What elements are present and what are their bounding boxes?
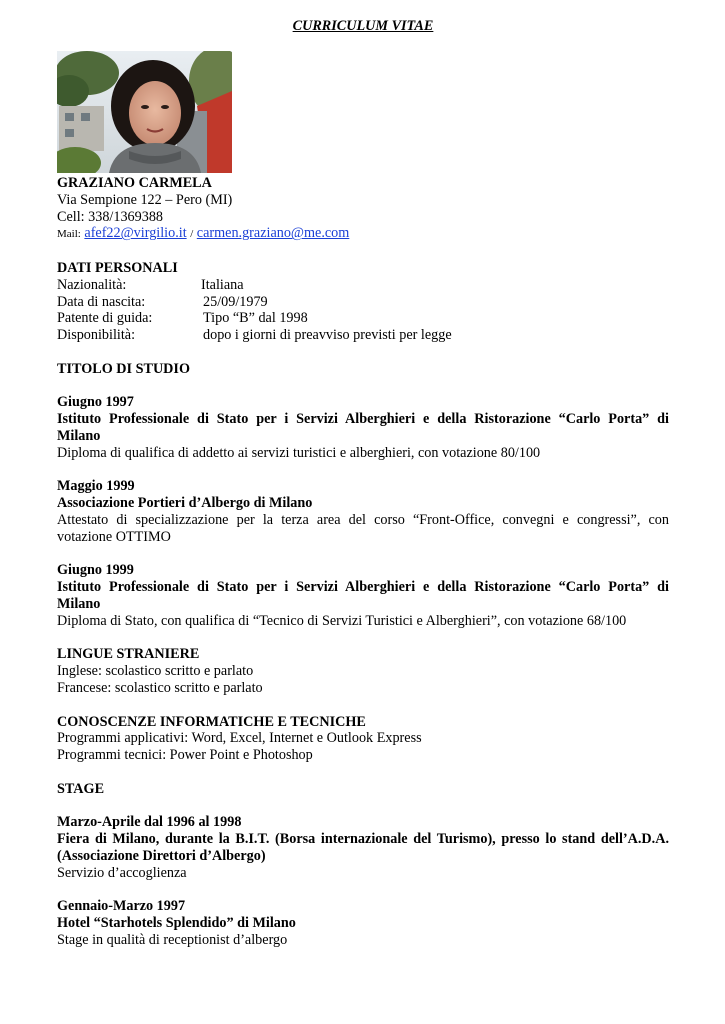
email-separator: / xyxy=(190,228,194,241)
info-row-patente xyxy=(57,310,669,327)
language-item: Inglese: scolastico scritto e parlato xyxy=(57,663,254,680)
study-detail: Attestato di specializzazione per la terza area del corso “Front-Office, convegni e congressi”, con xyxy=(57,511,669,528)
profile-photo xyxy=(57,51,232,173)
stage-place-cont: (Associazione Direttori d’Albergo) xyxy=(57,847,266,864)
mail-label: Mail: xyxy=(57,228,81,241)
study-institution-cont: Milano xyxy=(57,427,101,444)
section-heading-titolo-studio: TITOLO DI STUDIO xyxy=(57,360,190,377)
info-label: Disponibilità: xyxy=(57,327,136,344)
cell-line: Cell: 338/1369388 xyxy=(57,208,164,225)
info-value: Tipo “B” dal 1998 xyxy=(203,310,308,327)
info-value: Italiana xyxy=(201,276,244,293)
email-link-1[interactable]: afef22@virgilio.it xyxy=(84,225,187,242)
study-detail: Diploma di Stato, con qualifica di “Tecnico di Servizi Turistici e Alberghieri”, con votazione 68/100 xyxy=(57,612,627,629)
section-heading-stage: STAGE xyxy=(57,780,105,797)
skill-item: Programmi applicativi: Word, Excel, Internet e Outlook Express xyxy=(57,730,422,747)
person-name: GRAZIANO CARMELA xyxy=(57,175,212,191)
study-date: Giugno 1999 xyxy=(57,562,134,579)
study-institution: Associazione Portieri d’Albergo di Milano xyxy=(57,495,313,512)
stage-date: Gennaio-Marzo 1997 xyxy=(57,898,186,915)
study-institution: Istituto Professionale di Stato per i Servizi Alberghieri e della Ristorazione “Carlo Porta” di xyxy=(57,579,669,596)
stage-place: Fiera di Milano, durante la B.I.T. (Borsa internazionale del Turismo), presso lo stand dell’A.D.A. xyxy=(57,831,669,848)
address-line: Via Sempione 122 – Pero (MI) xyxy=(57,191,233,208)
study-detail: Diploma di qualifica di addetto ai servizi turistici e alberghieri, con votazione 80/100 xyxy=(57,444,541,461)
info-row-nazionalita xyxy=(57,277,669,294)
section-heading-informatica: CONOSCENZE INFORMATICHE E TECNICHE xyxy=(57,713,366,730)
email-link-2[interactable]: carmen.graziano@me.com xyxy=(196,225,350,242)
study-date: Giugno 1997 xyxy=(57,394,134,411)
document-title: CURRICULUM VITAE xyxy=(292,18,434,34)
info-value: 25/09/1979 xyxy=(203,293,268,310)
skill-item: Programmi tecnici: Power Point e Photoshop xyxy=(57,747,313,764)
stage-date: Marzo-Aprile dal 1996 al 1998 xyxy=(57,814,242,831)
section-heading-dati-personali: DATI PERSONALI xyxy=(57,259,178,276)
language-item: Francese: scolastico scritto e parlato xyxy=(57,679,263,696)
stage-detail: Stage in qualità di receptionist d’albergo xyxy=(57,931,288,948)
section-heading-lingue: LINGUE STRANIERE xyxy=(57,646,200,663)
study-institution: Istituto Professionale di Stato per i Servizi Alberghieri e della Ristorazione “Carlo Porta” di xyxy=(57,411,669,428)
info-label: Patente di guida: xyxy=(57,310,153,327)
info-row-disponibilita xyxy=(57,327,669,344)
info-value: dopo i giorni di preavviso previsti per legge xyxy=(203,327,452,344)
stage-detail: Servizio d’accoglienza xyxy=(57,864,187,881)
mail-line xyxy=(57,225,669,243)
info-row-data-nascita xyxy=(57,294,669,311)
info-label: Nazionalità: xyxy=(57,276,127,293)
info-label: Data di nascita: xyxy=(57,293,146,310)
study-date: Maggio 1999 xyxy=(57,478,135,495)
stage-place: Hotel “Starhotels Splendido” di Milano xyxy=(57,915,296,932)
cv-body xyxy=(57,175,669,949)
study-institution-cont: Milano xyxy=(57,595,101,612)
study-detail-cont: votazione OTTIMO xyxy=(57,528,171,545)
